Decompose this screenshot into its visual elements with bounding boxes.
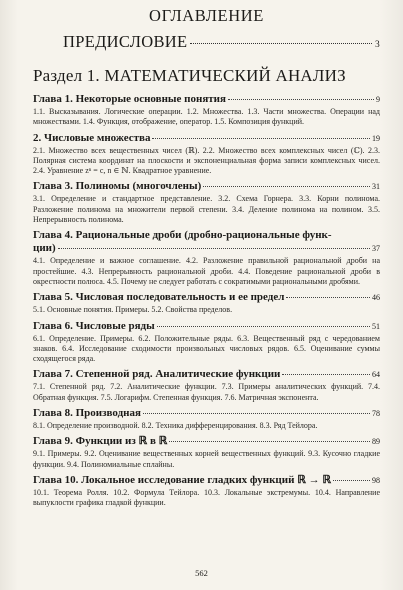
dot-leader xyxy=(286,297,370,298)
toc-title: ОГЛАВЛЕНИЕ xyxy=(149,6,264,25)
preface-label: ПРЕДИСЛОВИЕ xyxy=(63,32,188,51)
chapter-contents: 7.1. Степенной ряд. 7.2. Аналитические функции. 7.3. Примеры аналитических функций. 7.4. Обратная функция. 7.5. Логарифм. Степенная функция. 7.6. Матричная экспонента. xyxy=(33,382,380,402)
chapter-page: 9 xyxy=(376,95,380,104)
chapter-entry[interactable] xyxy=(33,229,380,287)
dot-leader xyxy=(190,43,372,44)
chapter-title: Глава 3. Полиномы (многочлены) xyxy=(33,180,202,193)
chapter-page: 51 xyxy=(372,321,380,331)
chapter-title: Глава 5. Числовая последовательность и ее предел xyxy=(33,291,285,304)
chapter-entry[interactable] xyxy=(33,474,380,509)
chapter-heading xyxy=(33,229,380,255)
dot-leader xyxy=(203,186,370,187)
chapter-heading xyxy=(33,132,380,145)
chapter-contents: 5.1. Основные понятия. Примеры. 5.2. Свойства пределов. xyxy=(33,305,233,315)
dot-leader xyxy=(282,374,370,375)
chapter-contents: 8.1. Определение производной. 8.2. Техника дифференцирования. 8.3. Ряд Тейлора. xyxy=(33,421,318,431)
chapter-contents: 6.1. Определение. Примеры. 6.2. Положительные ряды. 6.3. Вещественный ряд с чередованием знаков. 6.4. Исследование сходимости произвольных числовых рядов. 6.5. Оценивание суммы сходящегося ряда. xyxy=(33,333,380,364)
chapter-entry[interactable] xyxy=(33,407,380,431)
chapter-title: Глава 10. Локальное исследование гладких функций ℝ → ℝ xyxy=(33,473,332,486)
toc-content xyxy=(33,6,380,513)
preface-page: 3 xyxy=(374,40,380,50)
chapter-title: Глава 9. Функции из ℝ в ℝ xyxy=(33,435,168,448)
chapter-title-line2: ции) xyxy=(33,242,56,255)
chapter-entry[interactable] xyxy=(33,435,380,470)
chapter-heading xyxy=(33,180,380,193)
dot-leader xyxy=(333,480,370,481)
chapter-entry[interactable] xyxy=(33,93,380,128)
dot-leader xyxy=(143,413,370,414)
section-title: Раздел 1. МАТЕМАТИЧЕСКИЙ АНАЛИЗ xyxy=(33,66,346,85)
chapter-title: Глава 7. Степенной ряд. Аналитические функции xyxy=(33,368,281,381)
chapter-page: 46 xyxy=(372,293,380,303)
chapter-entry[interactable] xyxy=(33,368,380,403)
chapter-contents: 9.1. Примеры. 9.2. Оценивание вещественных корней вещественных функций. 9.3. Кусочно гладкие функции. 9.4. Полиномиальные сплайны. xyxy=(33,449,380,469)
dot-leader xyxy=(169,441,370,442)
chapter-title: Глава 8. Производная xyxy=(33,407,141,420)
chapter-entry[interactable] xyxy=(33,291,380,315)
page-number: 562 xyxy=(195,568,208,578)
preface-entry[interactable] xyxy=(63,32,380,55)
chapter-title: 2. Числовые множества xyxy=(33,131,151,144)
chapter-heading xyxy=(33,474,380,487)
chapter-entry[interactable] xyxy=(33,320,380,365)
dot-leader xyxy=(58,248,370,249)
dot-leader xyxy=(228,99,374,100)
chapter-page: 89 xyxy=(372,437,380,447)
chapter-contents: 2.1. Множество всех вещественных чисел (ℝ). 2.2. Множество всех комплексных чисел (ℂ). 2.3. Полярная система координат на плоскости и экспоненциальная форма записи комплексных чисел. 2.4. Уравнение zⁿ = c, n ∈ ℕ. Квадратное уравнение. xyxy=(33,145,380,176)
chapter-entry[interactable] xyxy=(33,132,380,177)
chapter-page: 19 xyxy=(372,133,380,143)
chapter-page: 64 xyxy=(372,370,380,380)
dot-leader xyxy=(157,326,370,327)
chapter-title-line1: Глава 4. Рациональные дроби (дробно-рациональные функ- xyxy=(33,229,332,242)
chapter-contents: 3.1. Определение и стандартное представление. 3.2. Схема Горнера. 3.3. Корни полинома. Разложение полинома на множители первой степени. 3.4. Деление полинома на полином. 3.5. Непрерывность полинома. xyxy=(33,194,380,225)
chapter-title: Глава 6. Числовые ряды xyxy=(33,319,155,332)
chapter-heading xyxy=(33,291,380,304)
chapter-page: 31 xyxy=(372,182,380,192)
chapter-contents: 10.1. Теорема Ролля. 10.2. Формула Тейлора. 10.3. Локальные экстремумы. 10.4. Направление выпуклости графика гладкой функции. xyxy=(33,487,380,508)
chapter-contents: 1.1. Высказывания. Логические операции. 1.2. Множества. 1.3. Части множества. Операции над множествами. 1.4. Функция, отображение, оператор. 1.5. Композиция функций. xyxy=(33,107,380,127)
chapter-page: 78 xyxy=(372,409,380,419)
chapter-page: 37 xyxy=(372,244,380,254)
chapter-heading xyxy=(33,407,380,420)
chapter-title: Глава 1. Некоторые основные понятия xyxy=(33,93,226,105)
dot-leader xyxy=(152,138,370,139)
chapter-heading xyxy=(33,435,380,448)
chapter-heading xyxy=(33,320,380,333)
chapter-heading xyxy=(33,368,380,381)
chapter-contents: 4.1. Определение и важное соглашение. 4.2. Разложение правильной рациональной дроби на простейшие. 4.3. Непрерывность рациональной дроби. 4.4. Поведение рациональной дроби в окрестности полюса. 4.5. Почему не следует работать с сократимыми рациональными дробями. xyxy=(33,256,380,286)
chapter-heading xyxy=(33,93,380,106)
chapter-entry[interactable] xyxy=(33,180,380,225)
chapter-page: 98 xyxy=(372,475,380,485)
